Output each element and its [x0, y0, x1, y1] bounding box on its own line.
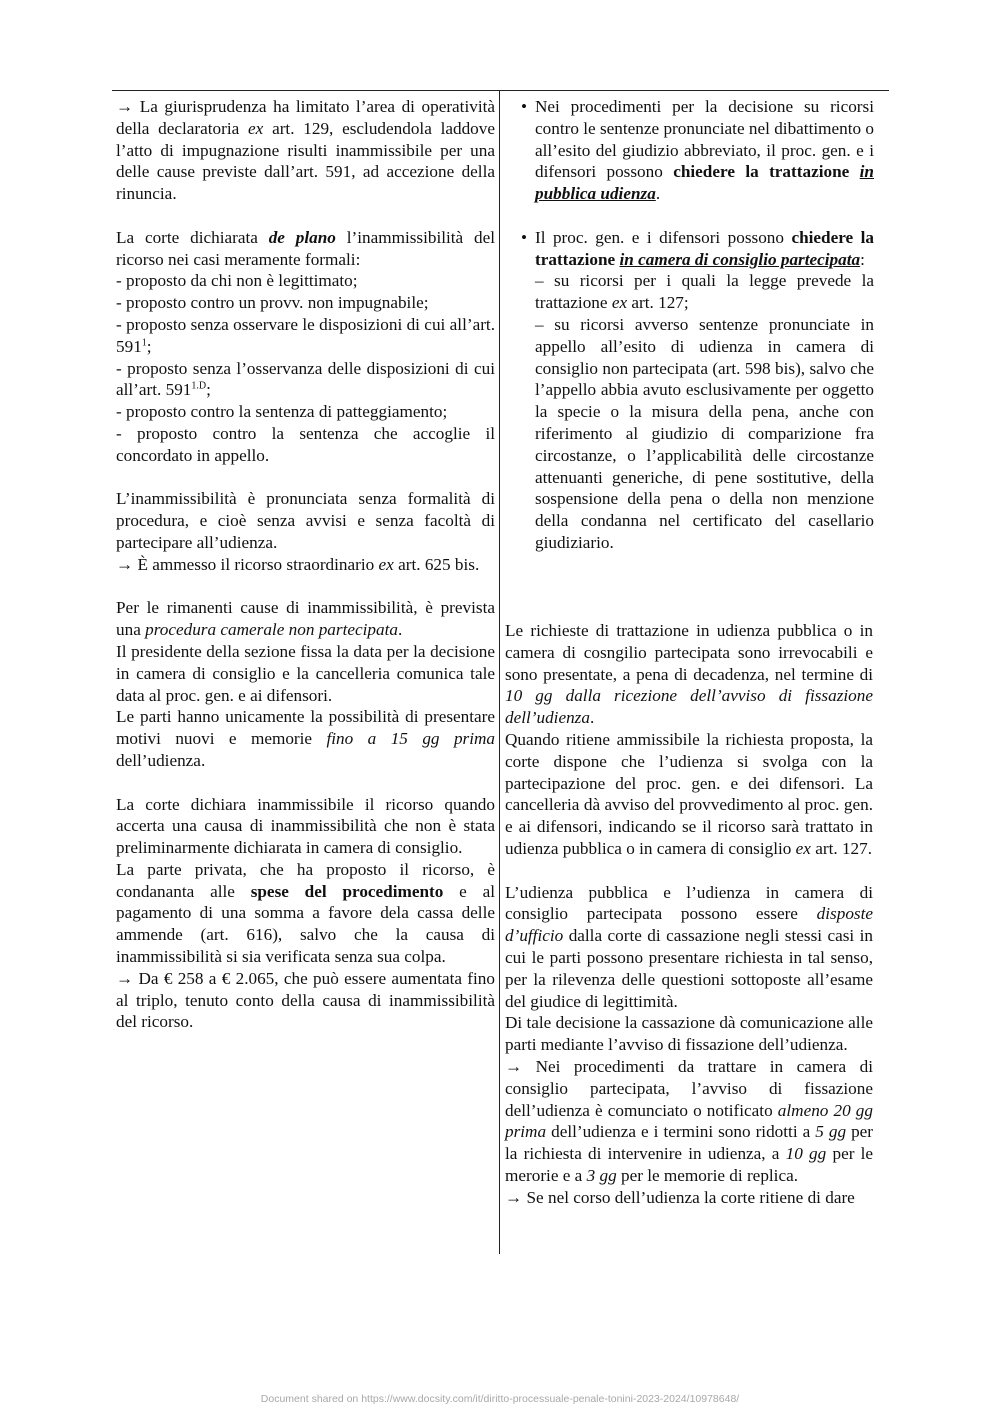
paragraph: Di tale decisione la cassazione dà comunicazione alle parti mediante l’avviso di fissazione dell’udienza.: [505, 1013, 873, 1055]
paragraph: → È ammesso il ricorso straordinario ex art. 625 bis.: [116, 554, 480, 574]
bullet-icon: •: [521, 227, 528, 247]
list-item: - proposto senza osservare le disposizioni di cui all’art. $591^1$;: [116, 314, 495, 356]
column-divider: [499, 91, 500, 1254]
paragraph: → Nei procedimenti da trattare in camera di consiglio partecipata, l’avviso di fissazione dell’udienza è comunciato o notificato almeno 20 gg prima dell’udienza e i termini sono ridotti a 5 gg per la richiesta di intervenire in udienza, a 10 gg per le merorie e a 3 gg per le memorie di replica.: [505, 1056, 874, 1185]
bullet-item: • Nei procedimenti per la decisione su ricorsi contro le sentenze pronunciate nel dibattimento o all’esito del giudizio abbreviato, il proc. gen. e i difensori possono chiedere la trattazione in pubblica udienza.: [521, 97, 874, 204]
table-top-border: [112, 90, 889, 91]
list-item: - proposto da chi non è legittimato;: [116, 271, 358, 291]
paragraph: L’inammissibilità è pronunciata senza formalità di procedura, e cioè senza avvisi e senza facoltà di partecipare all’udienza.: [116, 489, 495, 552]
paragraph: → Da € 258 a € 2.065, che può essere aumentata fino al triplo, tenuto conto della causa di inammissibilità del ricorso.: [116, 968, 495, 1032]
left-column: [116, 96, 495, 1033]
sub-item: – su ricorsi per i quali la legge prevede la trattazione ex art. 127;: [535, 271, 874, 313]
paragraph: La corte dichiarata de plano l’inammissibilità del ricorso nei casi meramente formali:: [116, 227, 496, 269]
sub-item: – su ricorsi avverso sentenze pronunciate in appello all’esito di udienza in camera di consiglio non partecipata (art. 598 bis), salvo che l’appello abbia avuto esclusivamente per oggetto la specie o la misura della pena, anche con riferimento al giudizio di comparizione fra circostanze, o l’applicabilità delle circostanze attenuanti generiche, di pene sostitutive, della sospensione della pena o della non menzione della condanna nel certificato del casellario giudiziario.: [535, 314, 874, 552]
right-column-lower: [505, 620, 873, 1209]
right-column: [505, 96, 874, 554]
list-item: - proposto contro la sentenza di patteggiamento;: [116, 402, 448, 422]
paragraph: Per le rimanenti cause di inammissibilità, è prevista una procedura camerale non partecipata.: [116, 598, 495, 640]
paragraph: Le richieste di trattazione in udienza pubblica o in camera di cosngilio partecipata sono irrevocabili e sono presentate, a pena di decadenza, nel termine di 10 gg dalla ricezione dell’avviso di fissazione dell’udienza.: [505, 621, 873, 728]
paragraph: La parte privata, che ha proposto il ricorso, è condananta alle spese del procedimento e al pagamento di una somma a favore dela cassa delle ammende (art. 616), salvo che la causa di inammissibilità si sia verificata senza sua colpa.: [116, 859, 495, 967]
list-item: - proposto contro la sentenza che accoglie il concordato in appello.: [116, 423, 495, 465]
list-item: - proposto contro un provv. non impugnabile;: [116, 293, 429, 313]
paragraph: Il presidente della sezione fissa la data per la decisione in camera di consiglio e la cancelleria comunica tale data al proc. gen. e ai difensori.: [116, 641, 495, 705]
paragraph: L’udienza pubblica e l’udienza in camera di consiglio partecipata possono essere disposte d’ufficio dalla corte di cassazione negli stessi casi in cui le parti possono presentare richiesta in tal senso, per la rilevenza delle questioni sottoposte all’esame del giudice di legittimità.: [505, 882, 874, 1011]
list-item: - proposto senza l’osservanza delle disposizioni di cui all’art. $591^{1.D}$;: [116, 358, 495, 400]
paragraph: Quando ritiene ammissibile la richiesta proposta, la corte dispone che l’udienza si svolga con la partecipazione del proc. gen. e dei difensori. La cancelleria dà avviso del provvedimento al proc. gen. e ai difensori, indicando se il ricorso sarà trattato in udienza pubblica o in camera di consiglio ex art. 127.: [505, 729, 873, 858]
bullet-item: • Il proc. gen. e i difensori possono chiedere la trattazione in camera di consiglio partecipata:: [521, 227, 874, 269]
paragraph: La corte dichiara inammissibile il ricorso quando accerta una causa di inammissibilità che non è stata preliminarmente dichiarata in camera di consiglio.: [116, 794, 495, 858]
bullet-icon: •: [521, 97, 528, 116]
paragraph: Le parti hanno unicamente la possibilità di presentare motivi nuovi e memorie fino a 15 gg prima dell’udienza.: [116, 707, 496, 770]
paragraph: → Se nel corso dell’udienza la corte ritiene di dare: [505, 1187, 855, 1207]
footer-source-link[interactable]: Document shared on https://www.docsity.com/it/diritto-processuale-penale-tonini-2023-2024/10978648/: [260, 1393, 740, 1405]
paragraph: → La giurisprudenza ha limitato l’area di operatività della declaratoria ex art. 129, escludendola laddove l’atto di impugnazione risulti inammissibile per una delle cause previste dall’art. 591, ad accezione della rinuncia.: [116, 97, 495, 204]
